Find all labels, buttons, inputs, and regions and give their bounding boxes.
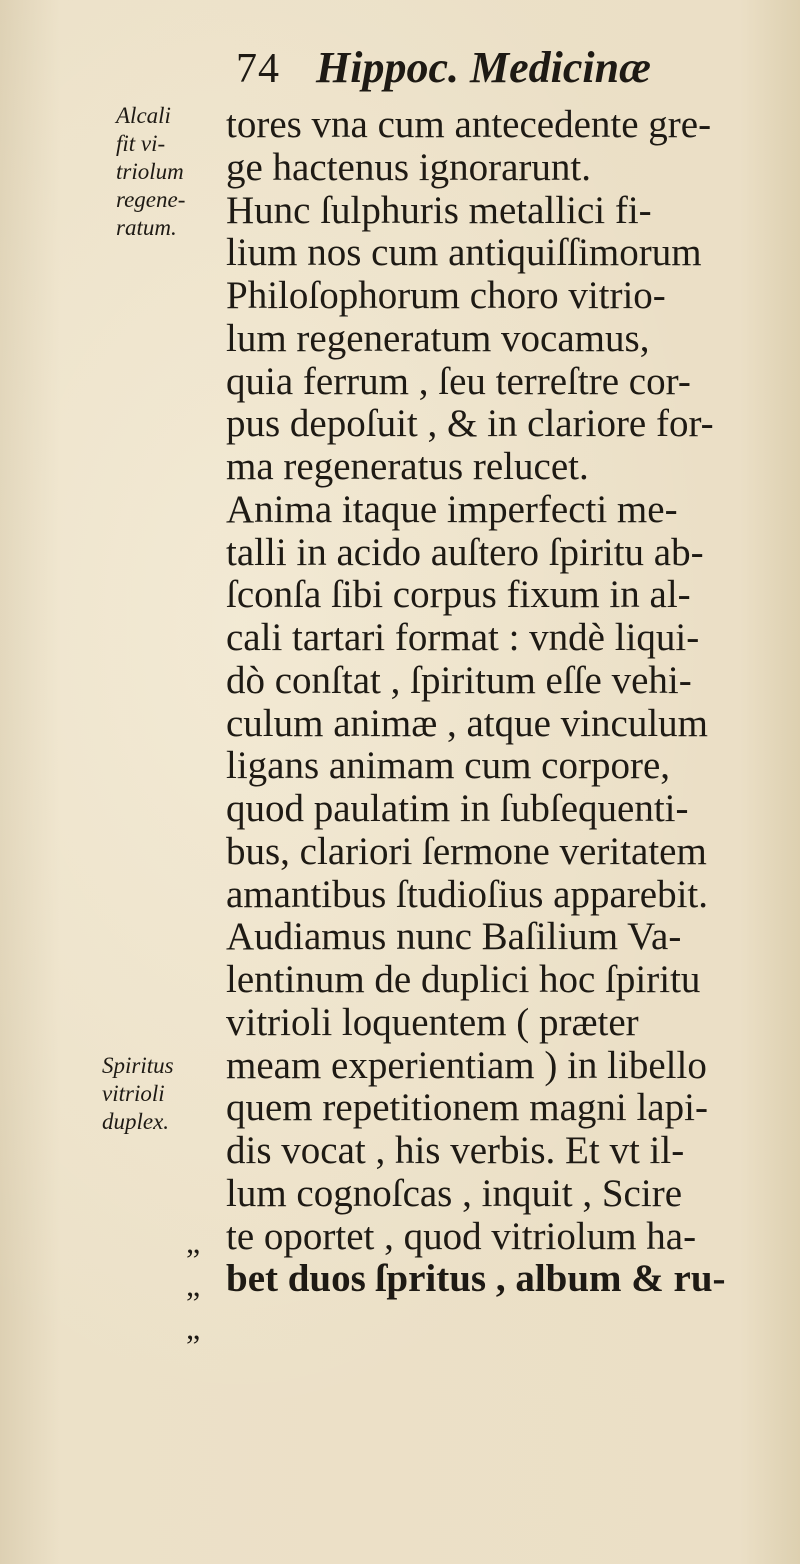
text-line: quod paulatim in ſubſequenti- [226,787,689,830]
text-line: lum regeneratum vocamus, [226,316,650,360]
text-line: amantibus ſtudioſius apparebit. [226,872,708,916]
body-text [226,104,792,1301]
text-line: culum animæ , atque vinculum [226,701,708,745]
text-line: lium nos cum antiquiſſimorum [226,231,702,275]
margin-note-line: Alcali [116,103,171,128]
margin-note-line: ratum. [116,215,177,240]
margin-note-line: vitrioli [102,1081,165,1106]
text-line: bet duos ſpritus , album & ru- [226,1257,726,1301]
text-line: pus depoſuit , & in clariore for- [226,402,714,446]
page-header [236,42,756,102]
margin-note-line: Spiritus [102,1053,174,1078]
quote-mark: „ [186,1224,201,1260]
text-line: meam experientiam ) in libello [226,1043,707,1087]
text-line: cali tartari format : vndè liqui- [226,616,700,659]
text-line: lum cognoſcas , inquit , Scire [226,1171,683,1215]
text-line: quem repetitionem magni lapi- [226,1086,708,1130]
text-line: bus, clariori ſermone veritatem [226,829,707,873]
text-line: quia ferrum , ſeu terreſtre cor- [226,359,691,403]
margin-note-line: regene- [116,187,186,212]
margin-note-line: triolum [116,159,184,184]
text-line: Audiamus nunc Baſilium Va- [226,915,682,959]
margin-note-line: fit vi- [116,131,166,156]
margin-note-alcali [116,102,185,242]
text-line: ma regeneratus relucet. [226,445,589,488]
quote-mark: „ [186,1309,201,1346]
text-line: dis vocat , his verbis. Et vt il- [226,1129,685,1172]
margin-note-line: duplex. [102,1109,170,1134]
text-line: lentinum de duplici hoc ſpiritu [226,958,701,1001]
text-line: vitrioli loquentem ( præter [226,1000,639,1044]
quotation-marks [186,1221,200,1349]
text-line: talli in acido auſtero ſpiritu ab- [226,530,704,574]
text-line: tores vna cum antecedente gre- [226,103,712,146]
quote-mark: „ [186,1266,201,1303]
text-line: ſconſa ſibi corpus fixum in al- [226,573,691,617]
text-line: te oportet , quod vitriolum ha- [226,1214,697,1258]
text-line: Hunc ſulphuris metallici fi- [226,188,652,232]
text-line: Anima itaque imperfecti me- [226,487,678,531]
margin-note-spiritus [102,1052,174,1136]
running-title: Hippoc. Medicinæ [316,43,651,92]
page-number: 74 [236,46,280,92]
text-line: ge hactenus ignorarunt. [226,145,591,189]
text-line: Philoſophorum choro vitrio- [226,274,666,317]
text-line: dò conſtat , ſpiritum eſſe vehi- [226,658,692,702]
text-line: ligans animam cum corpore, [226,744,671,788]
